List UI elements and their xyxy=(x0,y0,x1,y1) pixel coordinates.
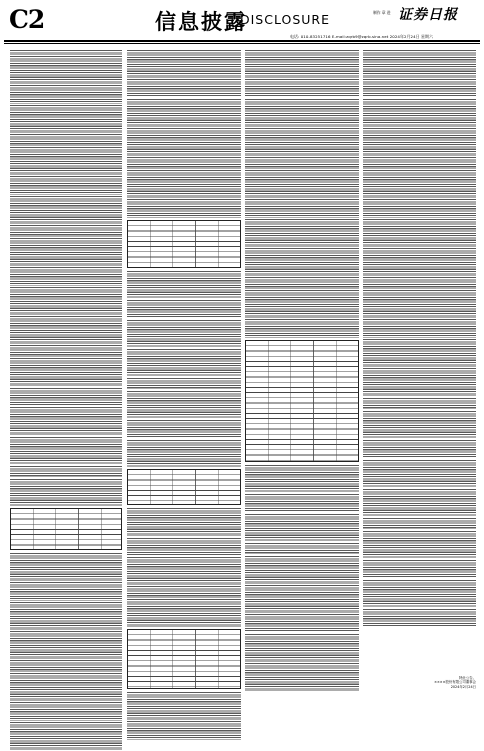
paragraph xyxy=(127,128,241,156)
paragraph xyxy=(245,543,359,555)
text-column-4 xyxy=(363,50,476,629)
paragraph xyxy=(127,508,241,536)
paragraph xyxy=(363,531,476,559)
paragraph xyxy=(363,319,476,337)
paragraph xyxy=(10,225,122,237)
paragraph xyxy=(363,368,476,396)
paragraph xyxy=(127,50,241,78)
paragraph xyxy=(10,134,122,146)
paragraph xyxy=(10,85,122,103)
paragraph xyxy=(245,614,359,632)
paragraph xyxy=(10,702,122,720)
paragraph xyxy=(127,199,241,217)
paragraph xyxy=(363,489,476,517)
paragraph xyxy=(10,553,122,581)
paragraph xyxy=(127,557,241,585)
paragraph xyxy=(363,411,476,439)
page-code: C2 xyxy=(9,5,45,34)
paragraph xyxy=(127,271,241,299)
paragraph xyxy=(245,585,359,613)
masthead xyxy=(0,0,484,44)
paragraph xyxy=(10,722,122,750)
paragraph xyxy=(10,147,122,175)
paragraph xyxy=(127,440,241,468)
paragraph xyxy=(363,560,476,578)
paragraph xyxy=(127,349,241,377)
section-title-english: DISCLOSURE xyxy=(240,12,330,27)
paragraph xyxy=(363,50,476,78)
paragraph xyxy=(363,580,476,608)
section-title: 信息披露 xyxy=(155,10,247,34)
paragraph xyxy=(10,316,122,344)
paragraph xyxy=(127,79,241,97)
paragraph xyxy=(245,277,359,289)
paragraph xyxy=(10,196,122,224)
paragraph xyxy=(10,437,122,465)
paragraph xyxy=(127,99,241,127)
paragraph xyxy=(127,538,241,556)
paragraph xyxy=(363,248,476,276)
paragraph xyxy=(127,300,241,318)
text-column-3 xyxy=(245,50,359,692)
paragraph xyxy=(10,479,122,507)
masthead-rule xyxy=(4,40,480,42)
editor-credit: 制作 章 进 xyxy=(373,10,391,15)
paragraph xyxy=(10,582,122,600)
paragraph xyxy=(363,290,476,318)
paragraph xyxy=(10,56,122,84)
paragraph xyxy=(363,398,476,410)
paragraph xyxy=(127,420,241,438)
paragraph xyxy=(245,663,359,691)
paragraph xyxy=(10,345,122,357)
paragraph xyxy=(245,79,359,97)
closing-line: 特此公告。 xyxy=(459,676,476,680)
paragraph xyxy=(245,494,359,512)
data-table xyxy=(127,469,241,505)
paragraph xyxy=(363,199,476,217)
paragraph xyxy=(245,514,359,542)
text-column-2 xyxy=(127,50,241,741)
paragraph xyxy=(363,440,476,458)
paragraph xyxy=(245,634,359,662)
paragraph xyxy=(127,586,241,598)
paragraph xyxy=(10,176,122,194)
paragraph xyxy=(363,170,476,198)
paragraph xyxy=(245,219,359,247)
paragraph xyxy=(127,692,241,720)
paragraph xyxy=(127,721,241,739)
paragraph xyxy=(245,556,359,584)
paragraph xyxy=(363,79,476,97)
signature-date: 2024年2月24日 xyxy=(450,684,476,689)
paragraph xyxy=(363,460,476,488)
paragraph xyxy=(127,157,241,169)
paragraph xyxy=(10,238,122,266)
paragraph xyxy=(245,157,359,169)
paragraph xyxy=(245,248,359,276)
data-table xyxy=(127,220,241,268)
paragraph xyxy=(127,599,241,627)
paragraph xyxy=(363,99,476,127)
paragraph xyxy=(10,388,122,406)
paragraph xyxy=(10,105,122,133)
paragraph xyxy=(245,99,359,127)
data-table xyxy=(245,340,359,462)
paragraph xyxy=(245,319,359,337)
paragraph xyxy=(10,50,122,55)
paragraph xyxy=(127,378,241,390)
paragraph xyxy=(245,199,359,217)
paragraph xyxy=(363,219,476,247)
paragraph xyxy=(10,631,122,659)
paragraph xyxy=(245,465,359,493)
paragraph xyxy=(10,358,122,386)
paragraph xyxy=(245,290,359,318)
paragraph xyxy=(10,673,122,701)
data-table xyxy=(10,508,122,550)
paragraph xyxy=(363,157,476,169)
paragraph xyxy=(10,287,122,315)
paragraph xyxy=(363,277,476,289)
data-table xyxy=(127,629,241,689)
contact-line: 电话: 010-83251716 E-mail:zqrb9@zqrb.sina.net 2024年2月24日 星期六 xyxy=(290,34,433,39)
paragraph xyxy=(10,267,122,285)
paragraph xyxy=(245,50,359,78)
paragraph xyxy=(363,128,476,156)
newspaper-logo: 证券日报 xyxy=(398,7,458,23)
paragraph xyxy=(363,609,476,627)
paragraph xyxy=(10,466,122,478)
text-column-1 xyxy=(10,50,122,751)
paragraph xyxy=(363,518,476,530)
paragraph xyxy=(245,128,359,156)
paragraph xyxy=(10,660,122,672)
signatory: ××××股份有限公司董事会 xyxy=(434,680,476,685)
paragraph xyxy=(10,602,122,630)
masthead-rule-thin xyxy=(4,43,480,44)
paragraph xyxy=(127,170,241,198)
paragraph xyxy=(363,339,476,367)
paragraph xyxy=(10,407,122,435)
signature-block xyxy=(400,676,476,689)
paragraph xyxy=(127,391,241,419)
paragraph xyxy=(245,170,359,198)
paragraph xyxy=(127,320,241,348)
